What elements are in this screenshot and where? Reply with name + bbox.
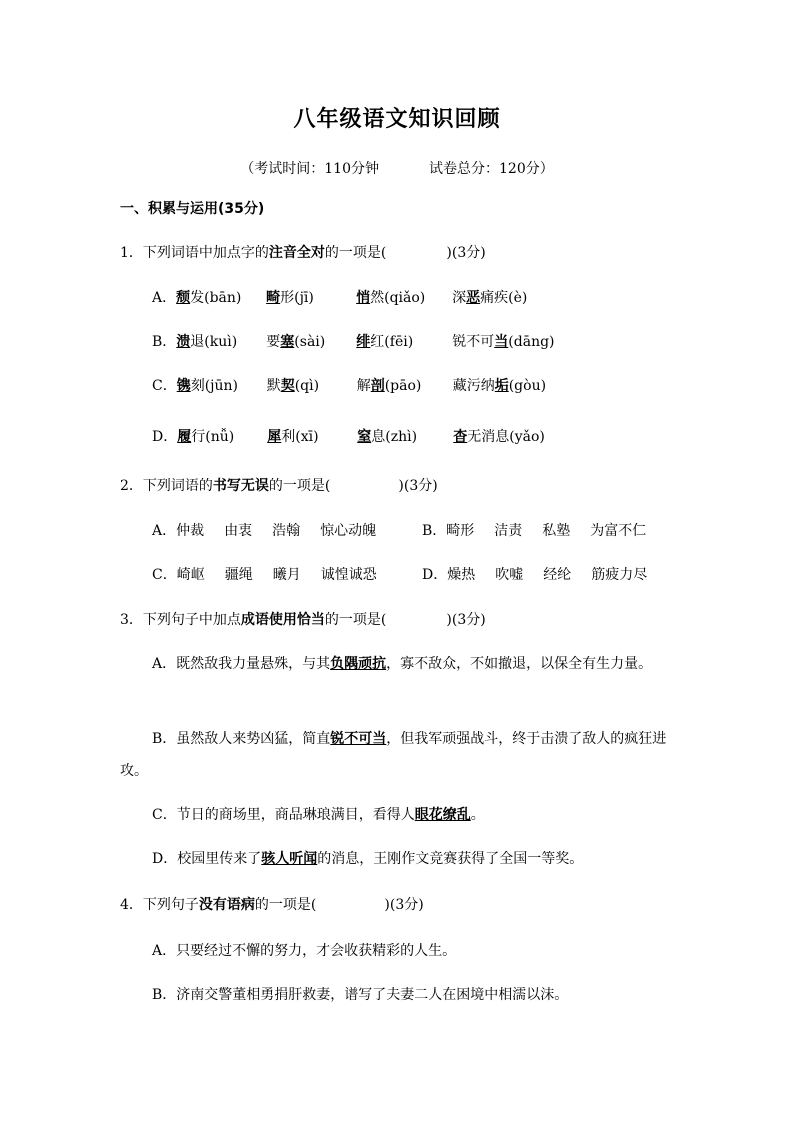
q2-options-row-1: A．仲裁 由衷 浩翰 惊心动魄 B．畸形 洁责 私塾 为富不仁 [152,523,647,539]
section-heading: 一、积累与运用(35分) [120,201,265,217]
question-4: 4．下列句子没有语病的一项是( )(3分) [120,897,424,913]
q1-option-b: B．溃退(kuì) 要塞(sài) 绯红(fēi) 锐不可当(dāng) [152,334,555,350]
exam-info [0,158,794,178]
q4-option-b: B．济南交警董相勇捐肝救妻，谱写了夫妻二人在困境中相濡以沫。 [152,987,569,1003]
page-title: 八年级语文知识回顾 [293,107,501,132]
q1-option-c: C．镌刻(jūn) 默契(qì) 解剖(pāo) 藏污纳垢(gòu) [152,378,547,394]
q4-option-a: A．只要经过不懈的努力，才会收获精彩的人生。 [152,943,457,959]
q3-option-b: B．虽然敌人来势凶猛，简直锐不可当，但我军顽强战斗，终于击溃了敌人的疯狂进攻。 [120,731,667,779]
exam-score: 试卷总分：120分） [429,161,554,177]
q3-option-a: A．既然敌我力量悬殊，与其负隅顽抗，寡不敌众，不如撤退，以保全有生力量。 [152,656,653,672]
question-2: 2．下列词语的书写无误的一项是( )(3分) [120,478,438,494]
question-3: 3．下列句子中加点成语使用恰当的一项是( )(3分) [120,612,486,628]
q1-option-a: A．颓发(bān) 畸形(jī) 悄然(qiǎo) 深恶痛疾(è) [152,290,528,306]
exam-time: （考试时间：110分钟 [240,161,379,177]
q3-option-c: C．节日的商场里，商品琳琅满目，看得人眼花缭乱。 [152,807,485,823]
q2-options-row-2: C．崎岖 疆绳 曦月 诚惶诚恐 D．燥热 吹嘘 经纶 筋疲力尽 [152,567,648,583]
question-1: 1．下列词语中加点字的注音全对的一项是( )(3分) [120,245,486,261]
q3-option-d: D．校园里传来了骇人听闻的消息，王刚作文竞赛获得了全国一等奖。 [152,851,584,867]
q1-option-d: D．履行(nǚ) 犀利(xī) 窒息(zhì) 杳无消息(yǎo) [152,429,545,445]
